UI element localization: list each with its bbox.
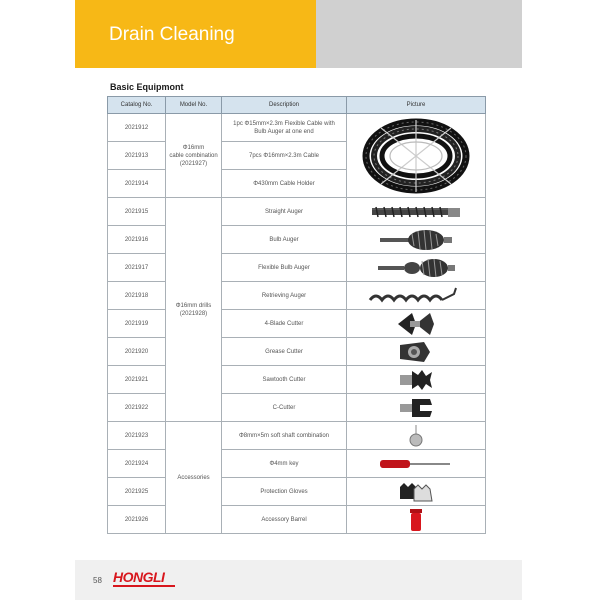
equipment-table xyxy=(107,96,486,534)
model-line: (2021928) xyxy=(179,310,208,317)
catalog-cell: 2021919 xyxy=(108,310,166,338)
logo-underline xyxy=(113,585,175,587)
model-line: Φ16mm drills xyxy=(175,302,212,309)
picture-c-cutter xyxy=(347,394,486,422)
table-row xyxy=(108,310,486,338)
picture-cable-holder xyxy=(347,114,486,198)
description-line: 1pc Φ15mm×2.3m Flexible Cable with xyxy=(233,120,335,127)
table-row xyxy=(108,422,486,450)
picture-grease-cutter xyxy=(347,338,486,366)
catalog-cell: 2021915 xyxy=(108,198,166,226)
description-cell: Φ4mm key xyxy=(222,450,347,478)
description-cell: Φ8mm×5m soft shaft combination xyxy=(222,422,347,450)
description-cell: Protection Gloves xyxy=(222,478,347,506)
description-cell: Retrieving Auger xyxy=(222,282,347,310)
description-cell: Flexible Bulb Auger xyxy=(222,254,347,282)
brand-logo xyxy=(113,569,164,585)
soft-shaft-icon xyxy=(401,423,431,449)
picture-key xyxy=(347,450,486,478)
model-line: (2021927) xyxy=(179,160,208,167)
flexible-bulb-auger-icon xyxy=(374,256,458,280)
bulb-auger-icon xyxy=(376,228,456,252)
description-cell xyxy=(222,114,347,142)
table-row xyxy=(108,198,486,226)
coiled-cable-icon xyxy=(361,116,471,196)
table-row xyxy=(108,450,486,478)
picture-4-blade-cutter xyxy=(347,310,486,338)
catalog-cell: 2021923 xyxy=(108,422,166,450)
description-cell: 7pcs Φ16mm×2.3m Cable xyxy=(222,142,347,170)
retrieving-auger-icon xyxy=(366,284,466,308)
catalog-cell: 2021922 xyxy=(108,394,166,422)
model-cell-accessories: Accessories xyxy=(166,422,222,534)
column-header-description: Description xyxy=(222,97,347,114)
column-header-picture: Picture xyxy=(347,97,486,114)
picture-sawtooth-cutter xyxy=(347,366,486,394)
description-cell: 4-Blade Cutter xyxy=(222,310,347,338)
model-cell-cable-combination xyxy=(166,114,222,198)
table-row xyxy=(108,394,486,422)
model-cell-drills xyxy=(166,198,222,422)
catalog-cell: 2021926 xyxy=(108,506,166,534)
table-header-row xyxy=(108,97,486,114)
catalog-cell: 2021918 xyxy=(108,282,166,310)
picture-flexible-bulb-auger xyxy=(347,254,486,282)
catalog-cell: 2021921 xyxy=(108,366,166,394)
gloves-icon xyxy=(394,479,438,505)
table-row xyxy=(108,254,486,282)
table-row xyxy=(108,114,486,142)
catalog-cell: 2021924 xyxy=(108,450,166,478)
barrel-icon xyxy=(401,507,431,533)
page-number: 58 xyxy=(93,576,102,585)
sawtooth-cutter-icon xyxy=(394,367,438,393)
description-cell: C-Cutter xyxy=(222,394,347,422)
key-icon xyxy=(376,454,456,474)
table-row xyxy=(108,506,486,534)
catalog-cell: 2021912 xyxy=(108,114,166,142)
description-cell: Bulb Auger xyxy=(222,226,347,254)
section-title: Basic Equipmont xyxy=(110,82,184,92)
picture-retrieving-auger xyxy=(347,282,486,310)
table-row xyxy=(108,226,486,254)
catalog-cell: 2021925 xyxy=(108,478,166,506)
header-gray-block xyxy=(316,0,522,68)
catalog-cell: 2021913 xyxy=(108,142,166,170)
model-line: Φ16mm xyxy=(182,144,205,151)
catalog-cell: 2021914 xyxy=(108,170,166,198)
picture-barrel xyxy=(347,506,486,534)
picture-gloves xyxy=(347,478,486,506)
column-header-catalog: Catalog No. xyxy=(108,97,166,114)
description-cell: Straight Auger xyxy=(222,198,347,226)
table-row xyxy=(108,282,486,310)
catalog-cell: 2021916 xyxy=(108,226,166,254)
column-header-model: Model No. xyxy=(166,97,222,114)
table-row xyxy=(108,338,486,366)
c-cutter-icon xyxy=(394,395,438,421)
catalog-cell: 2021917 xyxy=(108,254,166,282)
description-cell: Accessory Barrel xyxy=(222,506,347,534)
table-row xyxy=(108,366,486,394)
picture-soft-shaft xyxy=(347,422,486,450)
grease-cutter-icon xyxy=(394,339,438,365)
description-cell: Φ430mm Cable Holder xyxy=(222,170,347,198)
description-line: Bulb Auger at one end xyxy=(254,128,314,135)
page-title: Drain Cleaning xyxy=(109,24,235,45)
picture-straight-auger xyxy=(347,198,486,226)
table-row xyxy=(108,478,486,506)
blade-cutter-icon xyxy=(394,311,438,337)
catalog-cell: 2021920 xyxy=(108,338,166,366)
straight-auger-icon xyxy=(366,201,466,223)
description-cell: Grease Cutter xyxy=(222,338,347,366)
logo-text: HONGLI xyxy=(113,569,165,585)
model-line: cable combination xyxy=(169,152,218,159)
picture-bulb-auger xyxy=(347,226,486,254)
description-cell: Sawtooth Cutter xyxy=(222,366,347,394)
